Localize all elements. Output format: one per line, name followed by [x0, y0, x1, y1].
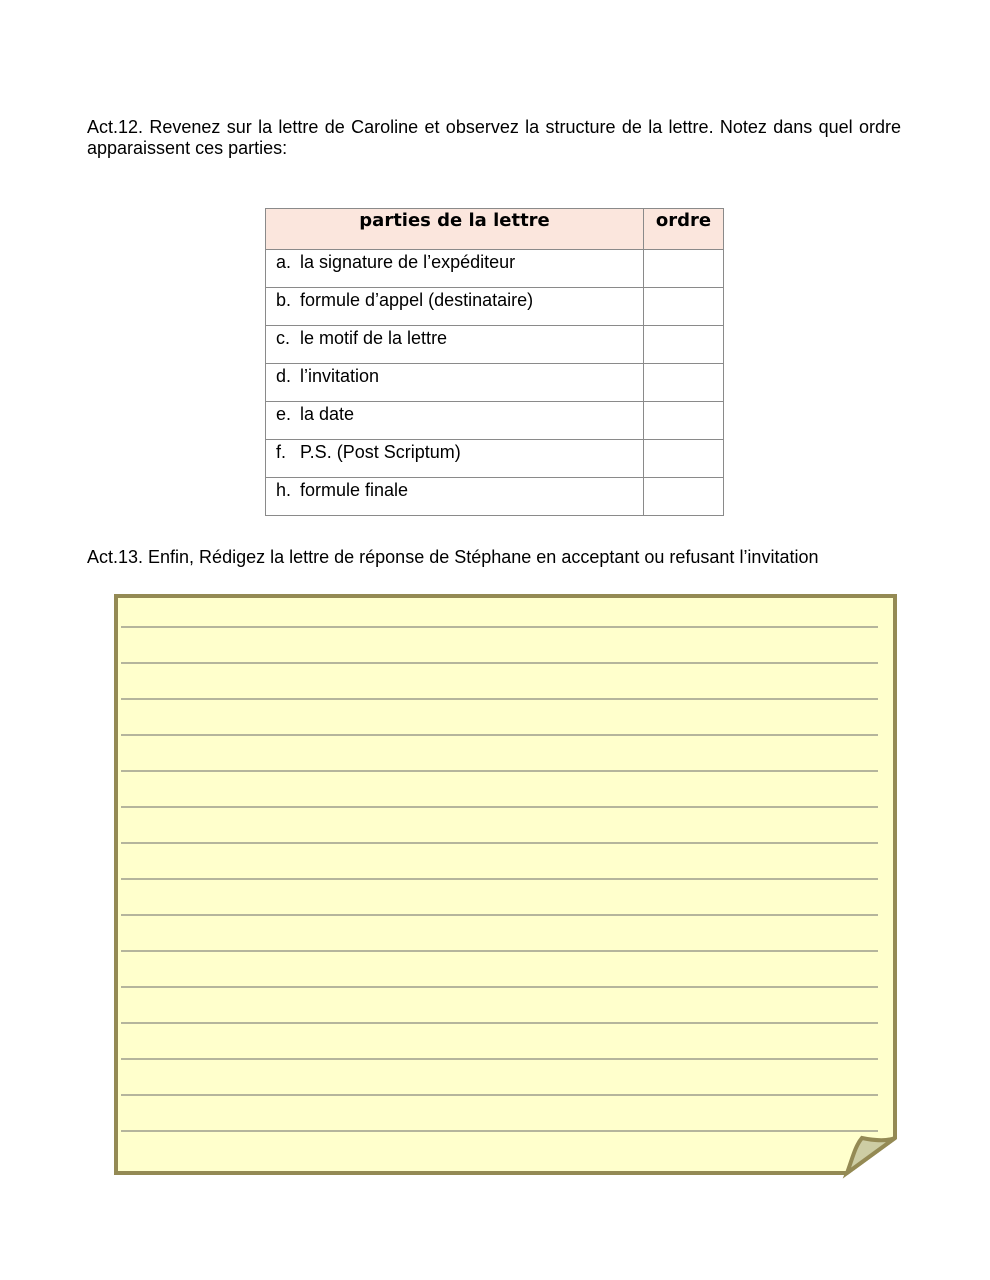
- item-letter: e.: [276, 404, 292, 424]
- part-cell: [266, 326, 644, 364]
- writing-note-paper[interactable]: [110, 590, 902, 1182]
- note-paper-body: [116, 596, 895, 1173]
- table-row: [266, 288, 724, 326]
- table-row: [266, 326, 724, 364]
- order-cell[interactable]: [644, 288, 724, 326]
- order-cell[interactable]: [644, 326, 724, 364]
- activity-13-instruction: Act.13. Enfin, Rédigez la lettre de réponse de Stéphane en acceptant ou refusant l’invitation: [87, 547, 819, 567]
- order-cell[interactable]: [644, 402, 724, 440]
- order-cell[interactable]: [644, 440, 724, 478]
- part-cell: [266, 250, 644, 288]
- part-cell: [266, 364, 644, 402]
- table-row: [266, 478, 724, 516]
- item-text: P.S. (Post Scriptum): [300, 442, 461, 462]
- table-row: [266, 364, 724, 402]
- item-text: l’invitation: [300, 366, 380, 386]
- item-letter: b.: [276, 290, 292, 310]
- item-letter: a.: [276, 252, 292, 272]
- order-cell[interactable]: [644, 250, 724, 288]
- part-cell: [266, 402, 644, 440]
- header-parties: parties de la lettre: [266, 209, 644, 250]
- item-letter: h.: [276, 480, 292, 500]
- item-text: la signature de l’expéditeur: [300, 252, 516, 272]
- letter-parts-table: [265, 208, 724, 516]
- part-cell: [266, 440, 644, 478]
- order-cell[interactable]: [644, 364, 724, 402]
- part-cell: [266, 288, 644, 326]
- item-text: formule finale: [300, 480, 409, 500]
- part-cell: [266, 478, 644, 516]
- item-text: formule d’appel (destinataire): [300, 290, 534, 310]
- item-letter: c.: [276, 328, 291, 348]
- order-cell[interactable]: [644, 478, 724, 516]
- table-row: [266, 250, 724, 288]
- item-letter: d.: [276, 366, 292, 386]
- activity-12-instruction: Act.12. Revenez sur la lettre de Caroline et observez la structure de la lettre. Notez dans quel ordre apparaissent ces parties:: [87, 117, 901, 158]
- table-header-row: [266, 209, 724, 250]
- item-letter: f.: [276, 442, 287, 462]
- item-text: le motif de la lettre: [300, 328, 448, 348]
- item-text: la date: [300, 404, 355, 424]
- table-row: [266, 440, 724, 478]
- table-row: [266, 402, 724, 440]
- header-ordre: ordre: [644, 209, 724, 250]
